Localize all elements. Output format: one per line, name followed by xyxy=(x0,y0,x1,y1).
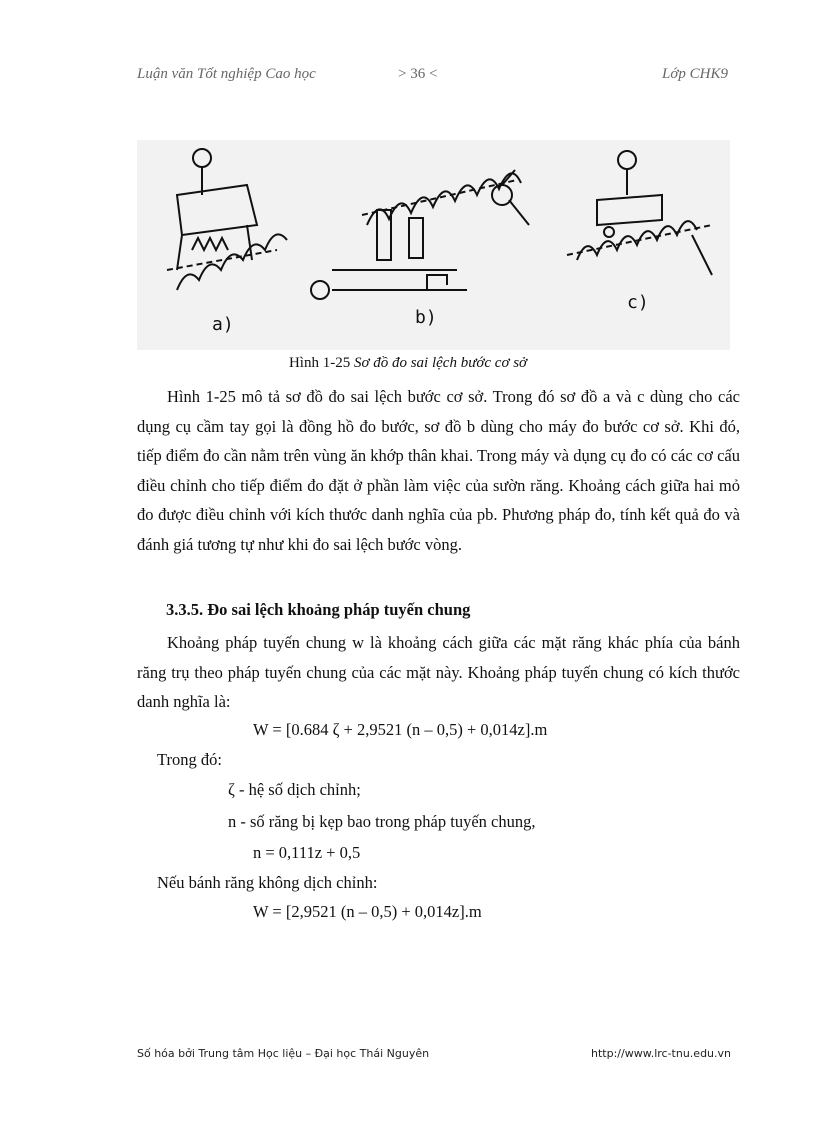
paragraph-1: Hình 1-25 mô tả sơ đồ đo sai lệch bước cơ sở. Trong đó sơ đồ a và c dùng cho các dụng cụ cầm tay gọi là đồng hồ đo bước, sơ đồ b dùng cho máy đo bước cơ sở. Khi đó, tiếp điểm đo cần nằm trên vùng ăn khớp thân khai. Trong máy và dụng cụ đo có các cơ cấu điều chỉnh cho tiếp điểm đo đặt ở phần làm việc của sườn răng. Khoảng cách giữa hai mỏ đo được điều chỉnh với kích thước danh nghĩa của pb. Phương pháp đo, tính kết quả đo và đánh giá tương tự như khi đo sai lệch bước vòng. xyxy=(137,387,740,554)
formula-2: n = 0,111z + 0,5 xyxy=(253,843,361,862)
paragraph-2: Khoảng pháp tuyến chung w là khoảng cách giữa các mặt răng khác phía của bánh răng trụ theo pháp tuyến chung của các mặt này. Khoảng pháp tuyến chung có kích thước danh nghĩa là: xyxy=(137,633,740,711)
header-right: Lớp CHK9 xyxy=(662,66,728,82)
definition-n: n - số răng bị kẹp bao trong pháp tuyến chung, xyxy=(228,812,536,831)
formula-3: W = [2,9521 (n – 0,5) + 0,014z].m xyxy=(253,902,482,921)
header-left: Luận văn Tốt nghiệp Cao học xyxy=(137,66,316,82)
label-c: c) xyxy=(627,292,649,313)
scheme-c-drawing xyxy=(567,151,712,275)
page-number: > 36 < xyxy=(398,66,438,82)
label-a: a) xyxy=(212,314,234,335)
condition-label: Nếu bánh răng không dịch chỉnh: xyxy=(157,873,378,892)
caption-title: Sơ đồ đo sai lệch bước cơ sở xyxy=(353,355,528,371)
formula-1: W = [0.684 ζ + 2,9521 (n – 0,5) + 0,014z].m xyxy=(253,720,548,739)
footer-url[interactable]: http://www.lrc-tnu.edu.vn xyxy=(591,1047,731,1060)
figure-measurement-schemes xyxy=(137,140,730,350)
footer-left: Số hóa bởi Trung tâm Học liệu – Đại học Thái Nguyên xyxy=(137,1047,430,1060)
figure-caption xyxy=(0,355,816,372)
where-label: Trong đó: xyxy=(157,750,222,769)
caption-prefix: Hình 1-25 xyxy=(288,355,354,371)
section-heading: 3.3.5. Đo sai lệch khoảng pháp tuyến chung xyxy=(166,600,471,619)
label-b: b) xyxy=(415,307,437,328)
figure-drawing xyxy=(137,140,730,350)
scheme-b-drawing xyxy=(311,170,529,299)
scheme-a-drawing xyxy=(167,149,287,290)
definition-zeta: ζ - hệ số dịch chỉnh; xyxy=(228,780,361,799)
